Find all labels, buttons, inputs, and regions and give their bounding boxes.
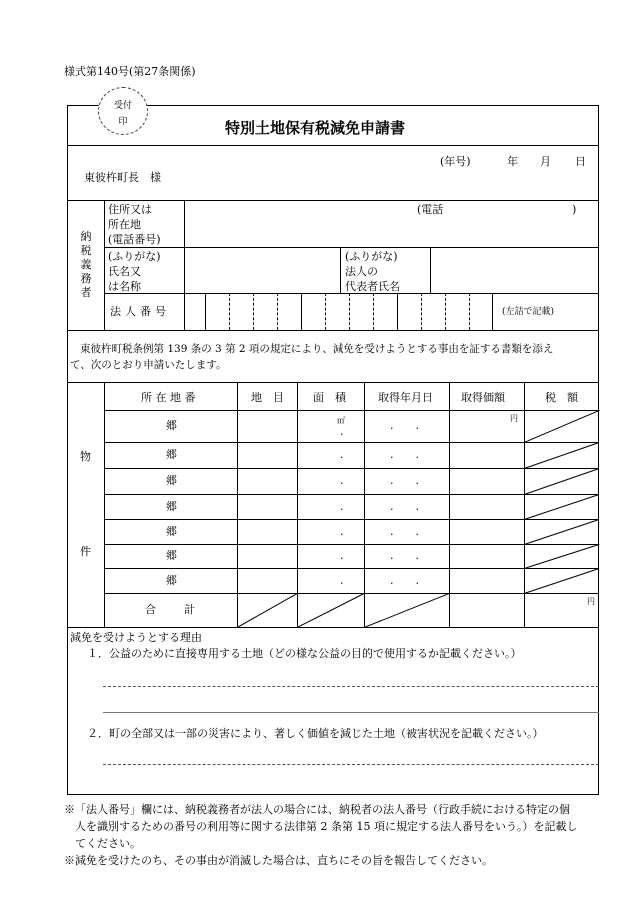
phone-label: (電話 [417, 203, 444, 216]
taxpayer-section-label: 納税義務者 [80, 230, 92, 299]
row-location-suffix: 郷 [166, 419, 177, 432]
rep-divider [340, 247, 341, 293]
col-divider-2 [297, 382, 298, 627]
corp-digit-divider [277, 293, 278, 330]
col-divider-5 [524, 382, 525, 627]
header-location: 所 在 地 番 [141, 391, 196, 404]
reasons-heading: 減免を受けようとする理由 [70, 631, 202, 644]
row-location-suffix: 郷 [166, 549, 177, 562]
corp-number-note: (左詰で記載) [502, 307, 555, 317]
corp-digit-divider [253, 293, 254, 330]
reason-1-line-1 [103, 686, 599, 687]
rep-label-2: 法人の [345, 265, 378, 278]
col-divider-1 [237, 382, 238, 627]
row-location-suffix: 郷 [166, 500, 177, 513]
row-area-decimal: . [340, 500, 344, 513]
address-label-3: (電話番号) [108, 233, 161, 246]
addressee: 東彼杵町長 様 [84, 171, 161, 184]
corp-number-note-divider [492, 293, 493, 330]
rule-taxpayer-bottom [67, 330, 599, 331]
reason-item-1: １．公益のために直接専用する土地（どの様な公益の目的で使用するか記載ください。） [87, 647, 522, 660]
corp-digit-divider [205, 293, 206, 330]
reason-2-line-1 [103, 764, 599, 765]
row-area-decimal: . [340, 425, 344, 438]
corp-number-label: 法人番号 [110, 305, 170, 318]
rule-title-bottom [67, 145, 599, 146]
row-area-decimal: . [340, 525, 344, 538]
rule-address-bottom [104, 247, 599, 248]
corp-digit-divider [325, 293, 326, 330]
corp-digit-divider [301, 293, 302, 330]
date-year: 年 [507, 155, 518, 168]
row-date-marks: . . [390, 525, 419, 538]
row-date-marks: . . [390, 419, 419, 432]
rule-name-bottom [104, 293, 599, 294]
row-date-marks: . . [390, 448, 419, 461]
date-month: 月 [540, 155, 551, 168]
area-unit: ㎡ [337, 416, 345, 425]
row-location-suffix: 郷 [166, 574, 177, 587]
row-area-decimal: . [340, 474, 344, 487]
corp-digit-divider [469, 293, 470, 330]
property-section-label-1: 物 [80, 450, 91, 463]
price-unit: 円 [510, 414, 518, 423]
stamp-label-bottom: 印 [118, 117, 128, 127]
phone-close: ) [572, 203, 577, 216]
taxpayer-label-divider [104, 200, 105, 330]
corp-digit-divider [421, 293, 422, 330]
rule-statement-bottom [67, 382, 599, 383]
row-date-marks: . . [390, 549, 419, 562]
form-title: 特別土地保有税減免申請書 [224, 119, 405, 137]
note-1-line-3: てください。 [64, 837, 141, 850]
note-1-line-1: ※「法人番号」欄には、納税義務者が法人の場合には、納税者の法人番号（行政手続における特定の個 [64, 803, 570, 816]
property-row-rule [104, 410, 599, 411]
property-section-label-2: 件 [80, 545, 91, 558]
rep-label-3: 代表者氏名 [345, 280, 400, 293]
rule-property-bottom [67, 627, 599, 628]
row-date-marks: . . [390, 500, 419, 513]
rep-label-1: (ふりがな) [345, 250, 398, 263]
col-divider-3 [364, 382, 365, 627]
row-date-marks: . . [390, 574, 419, 587]
reason-item-2: ２．町の全部又は一部の災害により、著しく価値を減じた土地（被害状況を記載ください。） [87, 727, 544, 740]
name-label-1: (ふりがな) [108, 250, 161, 263]
form-number: 様式第140号(第27条関係) [64, 65, 196, 78]
statement-line-2: て、次のとおり申請いたします。 [70, 359, 227, 371]
note-1-line-2: 人を識別するための番号の利用等に関する法律第 2 条第 15 項に規定する法人番号をいう。）を記載し [64, 820, 578, 833]
corp-digit-divider [349, 293, 350, 330]
date-era: (年号) [440, 155, 471, 168]
row-location-suffix: 郷 [166, 448, 177, 461]
row-area-decimal: . [340, 549, 344, 562]
name-label-3: は名称 [108, 280, 141, 293]
total-unit: 円 [587, 597, 595, 606]
header-tax-amount: 税 額 [545, 391, 578, 404]
header-acquired-date: 取得年月日 [378, 391, 433, 404]
stamp-label-top: 受付 [113, 101, 132, 111]
statement-line-1: 東彼杵町税条例第 139 条の 3 第 2 項の規定により、減免を受けようとする事由を証する書類を添え [80, 343, 554, 355]
row-location-suffix: 郷 [166, 525, 177, 538]
taxpayer-field-divider [184, 200, 185, 330]
header-area: 面 積 [313, 391, 346, 404]
address-label-2: 所在地 [108, 218, 141, 231]
row-area-decimal: . [340, 448, 344, 461]
address-label-1: 住所又は [108, 203, 152, 216]
header-land-category: 地 目 [251, 391, 284, 404]
col-divider-4 [449, 382, 450, 627]
row-location-suffix: 郷 [166, 474, 177, 487]
note-2: ※減免を受けたのち、その事由が消滅した場合は、直ちにその旨を報告してください。 [64, 854, 493, 867]
date-day: 日 [575, 155, 586, 168]
corp-digit-divider [397, 293, 398, 330]
corp-digit-divider [373, 293, 374, 330]
corp-digit-divider [445, 293, 446, 330]
corp-digit-divider [229, 293, 230, 330]
name-label-2: 氏名又 [108, 265, 141, 278]
reason-1-line-2 [103, 712, 599, 713]
reception-stamp [98, 87, 148, 135]
total-label: 合 計 [145, 603, 197, 616]
rule-date-bottom [67, 200, 599, 201]
row-area-decimal: . [340, 574, 344, 587]
rep-field-divider [430, 247, 431, 293]
header-acquired-price: 取得価額 [461, 391, 505, 404]
row-date-marks: . . [390, 474, 419, 487]
property-label-divider [104, 382, 105, 627]
